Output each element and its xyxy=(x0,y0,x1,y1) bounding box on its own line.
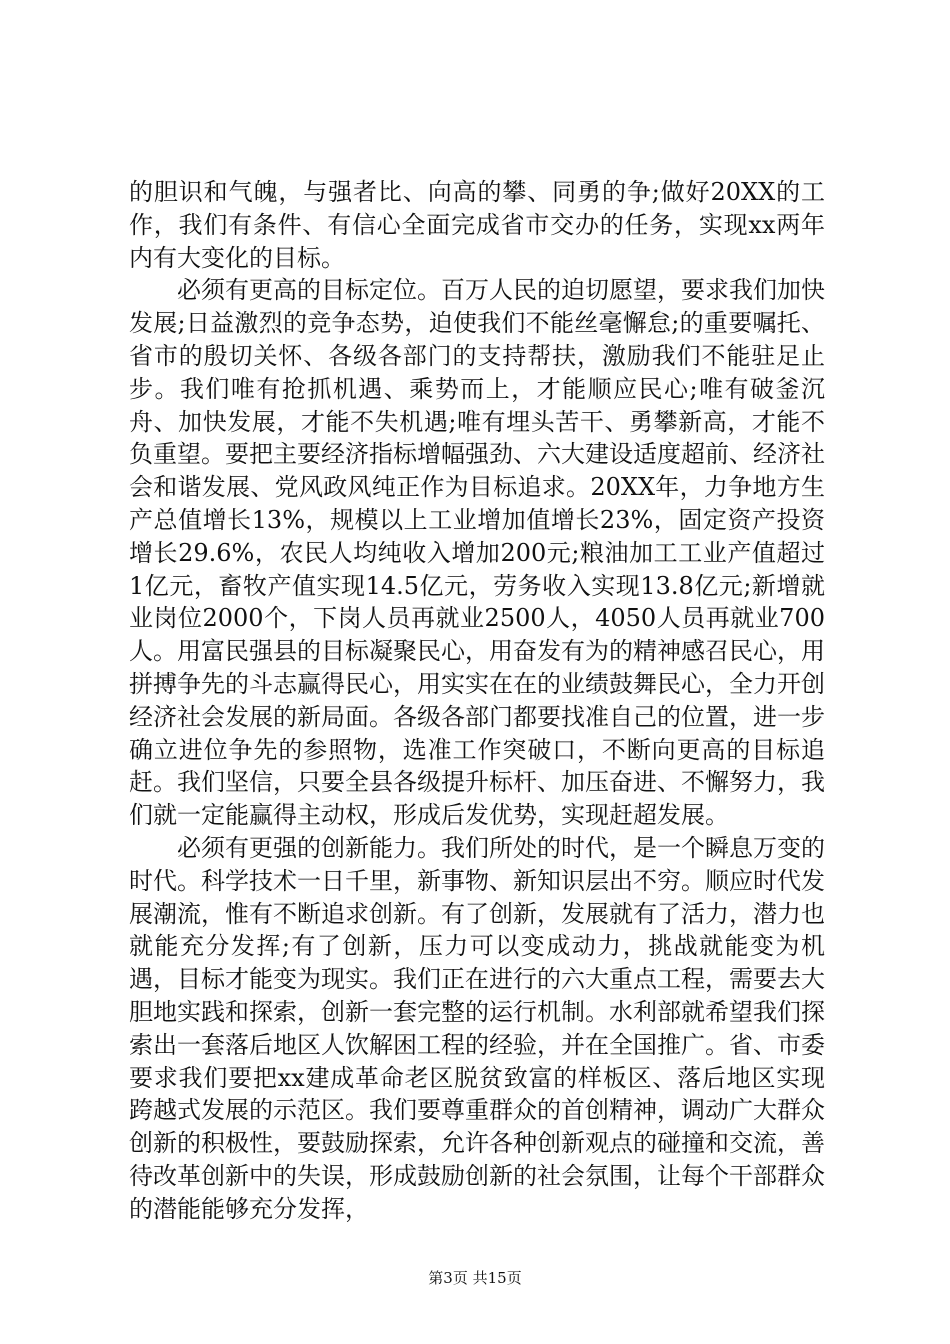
paragraph-continuation: 的胆识和气魄，与强者比、向高的攀、同勇的争;做好20XX的工作，我们有条件、有信心全面完成省市交办的任务，实现xx两年内有大变化的目标。 xyxy=(129,178,825,272)
paragraph-target-positioning: 必须有更高的目标定位。百万人民的迫切愿望，要求我们加快发展;日益激烈的竞争态势，迫使我们不能丝毫懈怠;的重要嘱托、省市的殷切关怀、各级各部门的支持帮扶，激励我们不能驻足止步。我们唯有抢抓机遇、乘势而上，才能顺应民心;唯有破釜沉舟、加快发展，才能不失机遇;唯有埋头苦干、勇攀新高，才能不负重望。要把主要经济指标增幅强劲、六大建设适度超前、经济社会和谐发展、党风政风纯正作为目标追求。20XX年，力争地方生产总值增长13%，规模以上工业增加值增长23%，固定资产投资增长29.6%，农民人均纯收入增加200元;粮油加工工业产值超过1亿元，畜牧产值实现14.5亿元，劳务收入实现13.8亿元;新增就业岗位2000个，下岗人员再就业2500人，4050人员再就业700人。用富民强县的目标凝聚民心，用奋发有为的精神感召民心，用拼搏争先的斗志赢得民心，用实实在在的业绩鼓舞民心，全力开创经济社会发展的新局面。各级各部门都要找准自己的位置，进一步确立进位争先的参照物，选准工作突破口，不断向更高的目标追赶。我们坚信，只要全县各级提升标杆、加压奋进、不懈努力，我们就一定能赢得主动权，形成后发优势，实现赶超发展。 xyxy=(129,276,825,830)
document-body xyxy=(129,176,825,1226)
page-number-footer: 第3页 共15页 xyxy=(428,1269,522,1287)
paragraph-innovation-capability: 必须有更强的创新能力。我们所处的时代，是一个瞬息万变的时代。科学技术一日千里，新事物、新知识层出不穷。顺应时代发展潮流，惟有不断追求创新。有了创新，发展就有了活力，潜力也就能充分发挥;有了创新，压力可以变成动力，挑战就能变为机遇，目标才能变为现实。我们正在进行的六大重点工程，需要去大胆地实践和探索，创新一套完整的运行机制。水利部就希望我们探索出一套落后地区人饮解困工程的经验，并在全国推广。省、市委要求我们要把xx建成革命老区脱贫致富的样板区、落后地区实现跨越式发展的示范区。我们要尊重群众的首创精神，调动广大群众创新的积极性，要鼓励探索，允许各种创新观点的碰撞和交流，善待改革创新中的失误，形成鼓励创新的社会氛围，让每个干部群众的潜能能够充分发挥， xyxy=(129,833,825,1223)
